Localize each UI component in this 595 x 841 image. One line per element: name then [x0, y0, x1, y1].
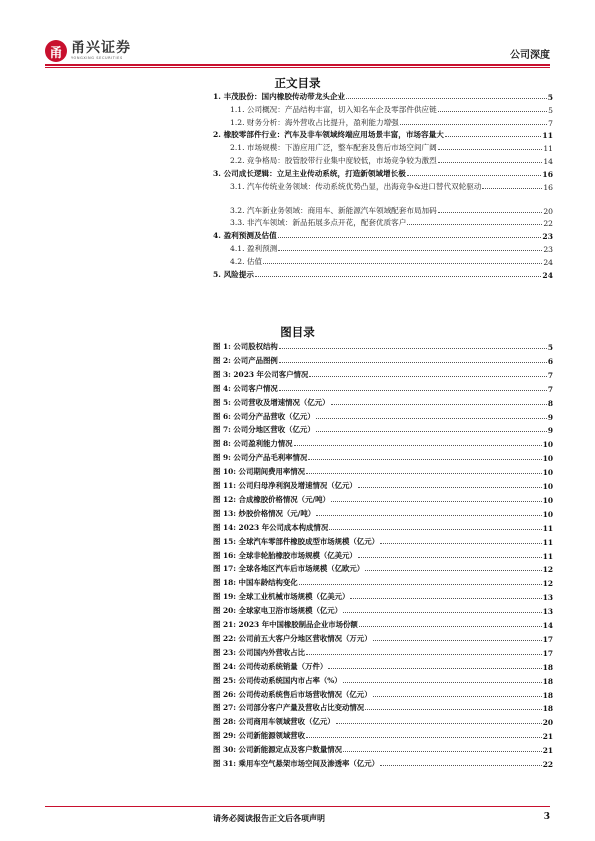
leader-dots	[407, 175, 542, 176]
report-type: 公司深度	[510, 50, 550, 61]
leader-dots	[373, 696, 542, 697]
leader-dots	[278, 250, 542, 251]
entry-label: 1. 丰茂股份：国内橡胶传动带龙头企业	[213, 92, 346, 101]
header-divider	[45, 64, 550, 66]
page-number: 3	[543, 812, 550, 822]
figure-entry[interactable]	[213, 562, 553, 574]
entry-label: 图 20: 全球家电卫浴市场规模（亿元）	[213, 606, 343, 616]
toc-chapter[interactable]	[213, 167, 553, 179]
leader-dots	[306, 473, 542, 474]
entry-page: 22	[543, 219, 553, 229]
entry-page: 18	[542, 690, 553, 700]
leader-dots	[373, 640, 542, 641]
entry-label: 3.3. 非汽车领域：新品拓展多点开花，配套优质客户	[230, 218, 407, 228]
entry-page: 21	[542, 746, 553, 756]
entry-label: 图 12: 合成橡胶价格情况（元/吨）	[213, 494, 330, 504]
entry-label: 5. 风险提示	[213, 269, 254, 279]
figure-entry[interactable]	[213, 465, 553, 477]
entry-page: 6	[547, 356, 553, 366]
entry-label: 图 19: 全球工业机械市场规模（亿美元）	[213, 592, 350, 602]
figure-entry[interactable]	[213, 354, 553, 366]
figure-entry[interactable]	[213, 576, 553, 588]
entry-page: 11	[542, 551, 553, 561]
entry-label: 图 5: 公司营收及增速情况（亿元）	[213, 397, 330, 407]
leader-dots	[316, 515, 542, 516]
entry-label: 图 7: 公司分地区营收（亿元）	[213, 425, 315, 435]
figure-entry[interactable]	[213, 757, 553, 769]
leader-dots	[279, 348, 547, 349]
entry-label: 图 13: 炒胶价格情况（元/吨）	[213, 508, 316, 518]
entry-page: 5	[548, 105, 553, 115]
entry-page: 16	[543, 182, 553, 192]
entry-label: 4.2. 估值	[230, 256, 263, 266]
leader-dots	[343, 612, 542, 613]
entry-label: 4.1. 盈利预测	[230, 244, 278, 253]
entry-label: 图 23: 公司国内外营收占比	[213, 647, 306, 657]
leader-dots	[358, 487, 542, 488]
entry-label: 1.2. 财务分析：海外营收占比提升，盈利能力增强	[230, 117, 399, 127]
entry-label: 图 9: 公司分产品毛利率情况	[213, 453, 308, 463]
entry-label: 图 1: 公司股权结构	[213, 342, 278, 351]
figure-entry[interactable]	[213, 493, 553, 505]
entry-page: 8	[547, 398, 553, 408]
leader-dots	[279, 362, 547, 363]
logo-name-en: YONGXING SECURITIES	[71, 56, 123, 60]
figure-entry[interactable]	[213, 590, 553, 602]
toc-section[interactable]	[213, 255, 553, 267]
entry-page: 21	[542, 732, 553, 742]
entry-label: 图 18: 中国车龄结构变化	[213, 578, 298, 588]
figure-entry[interactable]	[213, 368, 553, 380]
entry-label: 图 31: 乘用车空气悬架市场空间及渗透率（亿元）	[213, 759, 379, 768]
figure-entry[interactable]	[213, 618, 553, 630]
leader-dots	[309, 376, 547, 377]
toc-section[interactable]	[213, 116, 553, 128]
entry-page: 9	[547, 426, 553, 436]
leader-dots	[438, 212, 543, 213]
leader-dots	[336, 723, 542, 724]
entry-label: 1.1. 公司概况：产品结构丰富，切入知名车企及零部件供应链	[230, 104, 437, 114]
entry-label: 3.2. 汽车新业务领域：商用车、新能源汽车领域配套布局加码	[230, 205, 437, 215]
page-header	[0, 0, 595, 70]
entry-label: 图 30: 公司新能源定点及客户数量情况	[213, 745, 343, 755]
leader-dots	[294, 445, 542, 446]
figure-entry[interactable]	[213, 507, 553, 519]
entry-label: 图 14: 2023 年公司成本构成情况	[213, 522, 329, 532]
leader-dots	[359, 626, 542, 627]
toc-chapter[interactable]	[213, 90, 553, 102]
figure-entry[interactable]	[213, 743, 553, 755]
figures-title: 图目录	[280, 325, 315, 339]
entry-label: 图 16: 全球非轮胎橡胶市场规模（亿美元）	[213, 550, 357, 560]
leader-dots	[343, 751, 542, 752]
toc-section[interactable]	[213, 103, 553, 115]
entry-page: 16	[542, 169, 553, 179]
leader-dots	[308, 459, 541, 460]
leader-dots	[306, 737, 542, 738]
leader-dots	[365, 709, 542, 710]
entry-label: 图 15: 全球汽车零部件橡胶成型市场规模（亿元）	[213, 536, 379, 546]
logo-name: 甬兴证券	[71, 40, 131, 56]
figure-entry[interactable]	[213, 423, 553, 435]
leader-dots	[365, 570, 542, 571]
entry-page: 11	[542, 537, 553, 547]
toc-section[interactable]	[213, 141, 553, 153]
toc-section[interactable]	[213, 204, 553, 216]
leader-dots	[263, 263, 542, 264]
figure-entry[interactable]	[213, 688, 553, 700]
toc-title: 正文目录	[274, 76, 321, 90]
leader-dots	[306, 654, 542, 655]
leader-dots	[400, 124, 547, 125]
entry-page: 11	[542, 523, 553, 533]
logo-mark-icon: 甬	[45, 40, 67, 62]
entry-label: 2. 橡胶零部件行业：汽车及非车领域终端应用场景丰富，市场容量大	[213, 130, 444, 140]
entry-page: 11	[542, 131, 553, 141]
entry-page: 11	[543, 144, 553, 154]
figure-entry[interactable]	[213, 521, 553, 533]
entry-label: 图 29: 公司新能源领域营收	[213, 731, 306, 741]
entry-page: 18	[542, 704, 553, 714]
entry-label: 图 26: 公司传动系统售后市场营收情况（亿元）	[213, 689, 372, 699]
leader-dots	[380, 765, 542, 766]
figure-entry[interactable]	[213, 396, 553, 408]
entry-page: 7	[547, 370, 553, 380]
figure-entry[interactable]	[213, 382, 553, 394]
entry-label: 图 11: 公司归母净利润及增速情况（亿元）	[213, 481, 357, 490]
figure-entry[interactable]	[213, 340, 553, 352]
entry-page: 13	[542, 593, 553, 603]
footer-divider	[45, 806, 550, 807]
toc-chapter[interactable]	[213, 268, 553, 280]
leader-dots	[278, 237, 542, 238]
leader-dots	[438, 162, 543, 163]
entry-page: 14	[543, 157, 553, 166]
leader-dots	[255, 276, 541, 277]
leader-dots	[350, 598, 541, 599]
toc-section[interactable]	[213, 216, 553, 228]
header-divider-thin	[45, 67, 550, 68]
figure-entry[interactable]	[213, 549, 553, 561]
leader-dots	[316, 431, 547, 432]
toc-section[interactable]	[213, 242, 553, 254]
entry-label: 图 28: 公司商用车领域营收（亿元）	[213, 717, 335, 727]
entry-label: 图 10: 公司期间费用率情况	[213, 467, 306, 477]
entry-label: 图 6: 公司分产品营收（亿元）	[213, 411, 315, 421]
figure-entry[interactable]	[213, 437, 553, 449]
entry-page: 18	[542, 662, 553, 672]
leader-dots	[407, 224, 542, 225]
leader-dots	[438, 111, 547, 112]
leader-dots	[331, 404, 547, 405]
entry-label: 图 27: 公司部分客户产量及营收占比变动情况	[213, 703, 365, 713]
entry-page: 10	[542, 509, 553, 519]
entry-label: 3. 公司成长逻辑：立足主业传动系统，打造新领域增长极	[213, 168, 406, 178]
entry-page: 7	[547, 384, 553, 394]
entry-page: 5	[547, 343, 553, 352]
entry-label: 2.1. 市场规模：下游应用广泛，整车配套及售后市场空间广阔	[230, 143, 437, 153]
leader-dots	[358, 557, 542, 558]
entry-page: 10	[542, 468, 553, 478]
footer-disclaimer: 请务必阅读报告正文后各项声明	[213, 813, 325, 823]
toc-section[interactable]	[213, 154, 553, 166]
entry-page: 22	[542, 760, 553, 769]
entry-page: 10	[542, 454, 553, 464]
entry-page: 10	[542, 482, 553, 491]
figure-entry[interactable]	[213, 701, 553, 713]
entry-label: 3.1. 汽车传统业务领域：传动系统优势凸显，出海竞争&进口替代双轮驱动	[230, 181, 482, 191]
entry-page: 14	[542, 621, 553, 630]
figure-entry[interactable]	[213, 535, 553, 547]
toc-section[interactable]	[213, 180, 553, 192]
entry-label: 图 22: 公司前五大客户分地区营收情况（万元）	[213, 633, 372, 643]
toc-chapter[interactable]	[213, 128, 553, 140]
entry-label: 2.2. 竞争格局：胶管胶带行业集中度较低，市场竞争较为激烈	[230, 156, 437, 165]
leader-dots	[316, 418, 547, 419]
leader-dots	[299, 584, 542, 585]
entry-label: 4. 盈利预测及估值	[213, 231, 277, 241]
entry-page: 17	[542, 648, 553, 658]
figure-entry[interactable]	[213, 729, 553, 741]
figure-entry[interactable]	[213, 632, 553, 644]
entry-label: 图 8: 公司盈利能力情况	[213, 439, 293, 449]
figure-entry[interactable]	[213, 479, 553, 491]
figure-entry[interactable]	[213, 674, 553, 686]
leader-dots	[328, 668, 541, 669]
entry-label: 图 2: 公司产品图例	[213, 355, 278, 365]
entry-label: 图 3: 2023 年公司客户情况	[213, 369, 309, 379]
leader-dots	[482, 188, 542, 189]
entry-page: 23	[543, 245, 553, 254]
leader-dots	[346, 98, 547, 99]
figure-entry[interactable]	[213, 604, 553, 616]
entry-page: 18	[542, 676, 553, 686]
entry-page: 12	[542, 579, 553, 589]
company-logo	[45, 40, 131, 62]
leader-dots	[380, 543, 542, 544]
entry-label: 图 4: 公司客户情况	[213, 383, 278, 393]
figure-entry[interactable]	[213, 715, 553, 727]
entry-page: 24	[543, 257, 553, 267]
leader-dots	[343, 682, 542, 683]
leader-dots	[445, 136, 542, 137]
figure-entry[interactable]	[213, 660, 553, 672]
leader-dots	[438, 149, 543, 150]
figure-entry[interactable]	[213, 451, 553, 463]
entry-page: 7	[548, 118, 553, 128]
leader-dots	[279, 390, 547, 391]
entry-page: 17	[542, 634, 553, 644]
entry-page: 10	[542, 495, 553, 505]
entry-page: 20	[543, 206, 553, 216]
figure-entry[interactable]	[213, 410, 553, 422]
entry-page: 20	[542, 718, 553, 728]
entry-label: 图 21: 2023 年中国橡胶制品企业市场份额	[213, 620, 358, 629]
entry-page: 12	[542, 565, 553, 575]
leader-dots	[329, 529, 541, 530]
entry-page: 9	[547, 412, 553, 422]
entry-page: 13	[542, 607, 553, 617]
toc-chapter[interactable]	[213, 229, 553, 241]
entry-page: 10	[542, 440, 553, 450]
figure-entry[interactable]	[213, 646, 553, 658]
entry-label: 图 17: 全球各地区汽车后市场规模（亿欧元）	[213, 564, 365, 574]
entry-label: 图 25: 公司传动系统国内市占率（%）	[213, 675, 342, 685]
entry-page: 23	[542, 232, 553, 242]
entry-page: 5	[547, 93, 553, 102]
entry-page: 24	[542, 270, 553, 280]
entry-label: 图 24: 公司传动系统销量（万件）	[213, 661, 328, 671]
leader-dots	[331, 501, 542, 502]
